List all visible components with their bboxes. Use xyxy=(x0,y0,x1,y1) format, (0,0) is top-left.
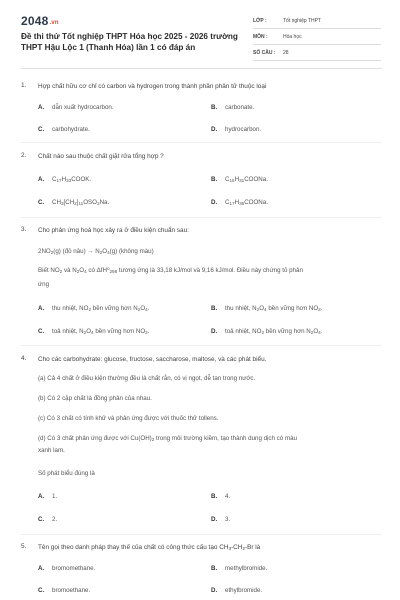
meta-value-subject: Hóa học xyxy=(283,34,302,40)
option-letter: D. xyxy=(211,328,218,335)
option-a[interactable] xyxy=(38,176,91,183)
option-letter: A. xyxy=(38,176,45,183)
question-text: Cho các carbohydrate: glucose, fructose, saccharose, maltose, và các phát biểu. xyxy=(38,356,267,363)
option-text: toả nhiệt, $N_2O_4$ bền vững hơn $NO_2$. xyxy=(52,328,150,335)
option-text: thu nhiệt, $N_2O_4$ bền vững hơn $NO_2$. xyxy=(225,305,323,312)
option-letter: D. xyxy=(211,126,218,133)
option-a[interactable] xyxy=(38,305,149,312)
meta-value-count: 28 xyxy=(283,50,289,56)
option-text: carbonate. xyxy=(225,104,255,111)
option-text: carbohydrate. xyxy=(52,126,90,133)
formula-text: $C_{15}H_{31}COONa$. xyxy=(225,176,268,183)
question-text: Hợp chất hữu cơ chỉ có carbon và hydrogen trong thành phần phân tử thuộc loại xyxy=(38,83,267,90)
statement-d: (d) Có 3 chất phản ứng được với $Cu(OH)_2$ trong môi trường kiềm, tạo thành dung dịch có màu xyxy=(38,435,297,442)
exam-meta xyxy=(253,14,381,62)
title-line-2: THPT Hậu Lộc 1 (Thanh Hóa) lần 1 có đáp án xyxy=(21,43,196,52)
meta-row-class xyxy=(253,14,381,29)
option-b[interactable] xyxy=(211,104,254,111)
option-letter: A. xyxy=(38,104,45,111)
option-letter: D. xyxy=(211,587,218,594)
question-number: 5. xyxy=(21,543,27,550)
question-number: 3. xyxy=(21,226,27,233)
option-letter: B. xyxy=(211,104,218,111)
option-d[interactable] xyxy=(211,328,322,335)
option-text: thu nhiệt, $NO_2$ bền vững hơn $N_2O_4$. xyxy=(52,305,150,312)
option-d[interactable] xyxy=(211,516,230,523)
option-c[interactable] xyxy=(38,199,109,206)
meta-key-class: LỚP : xyxy=(253,18,267,24)
option-letter: C. xyxy=(38,516,45,523)
statement-c: (c) Có 3 chất có tính khử và phản ứng được với thuốc thử tollens. xyxy=(38,415,219,422)
formula-text: $C_{17}H_{35}COONa$. xyxy=(225,199,268,206)
option-text: bromomethane. xyxy=(52,565,96,572)
page-header xyxy=(0,0,400,66)
option-b[interactable] xyxy=(211,565,267,572)
option-text: toả nhiệt, $NO_2$ bền vững hơn $N_2O_4$. xyxy=(225,328,323,335)
option-text: methylbromide. xyxy=(225,565,268,572)
option-letter: A. xyxy=(38,565,45,572)
option-letter: D. xyxy=(211,199,218,206)
option-c[interactable] xyxy=(38,126,90,133)
formula-text: $CH_3[CH_2]_{11}OSO_3Na$. xyxy=(52,199,110,206)
option-a[interactable] xyxy=(38,565,95,572)
option-text: 4. xyxy=(225,493,231,500)
question-number: 1. xyxy=(21,82,27,89)
option-d[interactable] xyxy=(211,126,261,133)
question-prompt: Số phát biểu đúng là xyxy=(38,470,95,477)
option-text: 1. xyxy=(52,493,58,500)
option-letter: A. xyxy=(38,493,45,500)
option-letter: B. xyxy=(211,565,218,572)
option-a[interactable] xyxy=(38,104,114,111)
option-text: ethylbromide. xyxy=(225,587,263,594)
logo-text: 2048 xyxy=(21,14,49,28)
question-info-line-1: Biết $NO_2$ và $N_2O_4$ có ΔfH$^o_{298}$ tương ứng là 33,18 kJ/mol và 9,16 kJ/mol. Điều này chứng tỏ phản xyxy=(38,266,303,274)
question-text: Cho phản ứng hoá học xảy ra ở điều kiện chuẩn sau: xyxy=(38,227,189,234)
statement-d-continued: xanh lam. xyxy=(38,447,65,454)
option-b[interactable] xyxy=(211,176,268,183)
question-text: Tên gọi theo danh pháp thay thế của chất có công thức cấu tạo $CH_3-CH_2-Br$ là xyxy=(38,544,261,551)
question-divider xyxy=(21,142,382,143)
meta-row-subject xyxy=(253,30,381,45)
option-text: 2. xyxy=(52,516,58,523)
header-divider xyxy=(21,68,382,69)
option-letter: D. xyxy=(211,516,218,523)
document-title xyxy=(21,31,251,53)
option-text: bromoethane. xyxy=(52,587,91,594)
question-text: Chất nào sau thuộc chất giặt rửa tổng hợp ? xyxy=(38,153,164,160)
meta-value-class: Tốt nghiệp THPT xyxy=(283,18,321,24)
formula-text: $C_{17}H_{33}COOK$. xyxy=(52,176,92,183)
statement-b: (b) Có 2 cặp chất là đồng phân của nhau. xyxy=(38,395,152,402)
option-c[interactable] xyxy=(38,328,149,335)
question-divider xyxy=(21,217,382,218)
question-divider xyxy=(21,534,382,535)
option-text: 3. xyxy=(225,516,231,523)
statement-a: (a) Cả 4 chất ở điều kiện thường đều là chất rắn, có vị ngọt, dễ tan trong nước. xyxy=(38,375,256,382)
meta-key-subject: MÔN : xyxy=(253,34,268,40)
option-b[interactable] xyxy=(211,305,322,312)
option-letter: B. xyxy=(211,176,218,183)
question-divider xyxy=(21,345,382,346)
reaction-equation: $2NO_2(g)$ (đỏ nâu) → $N_2O_4(g)$ (không màu) xyxy=(38,248,154,255)
option-letter: C. xyxy=(38,328,45,335)
question-info-line-2: ứng xyxy=(38,281,50,288)
option-d[interactable] xyxy=(211,199,268,206)
meta-row-count xyxy=(253,46,381,61)
option-b[interactable] xyxy=(211,493,230,500)
option-c[interactable] xyxy=(38,516,57,523)
option-a[interactable] xyxy=(38,493,57,500)
option-letter: C. xyxy=(38,587,45,594)
option-d[interactable] xyxy=(211,587,262,594)
meta-key-count: SỐ CÂU : xyxy=(253,50,276,56)
option-letter: C. xyxy=(38,199,45,206)
title-line-1: Đề thi thử Tốt nghiệp THPT Hóa học 2025 - 2026 trường xyxy=(21,32,238,41)
question-number: 4. xyxy=(21,355,27,362)
option-letter: B. xyxy=(211,305,218,312)
option-letter: B. xyxy=(211,493,218,500)
question-number: 2. xyxy=(21,152,27,159)
option-c[interactable] xyxy=(38,587,90,594)
option-text: hydrocarbon. xyxy=(225,126,262,133)
option-text: dẫn xuất hydrocarbon. xyxy=(52,104,114,111)
option-letter: C. xyxy=(38,126,45,133)
site-logo[interactable] xyxy=(21,14,59,28)
option-letter: A. xyxy=(38,305,45,312)
logo-suffix: .vn xyxy=(49,20,59,26)
